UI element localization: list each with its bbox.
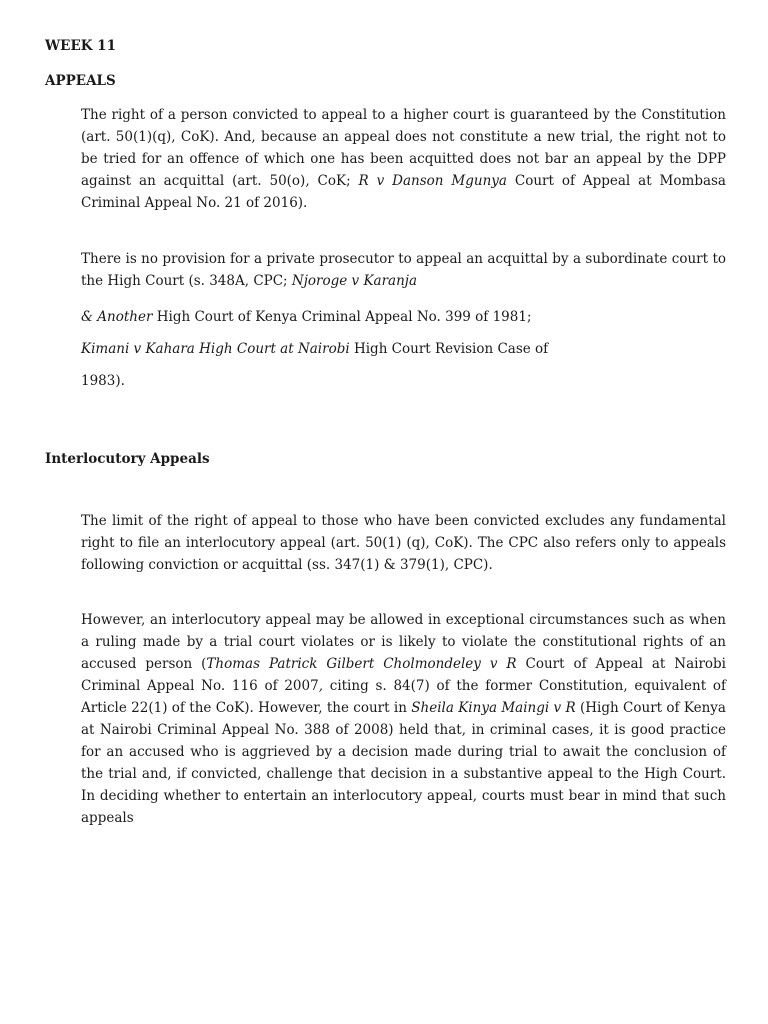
paragraph-line [81, 306, 532, 328]
paragraph-text: (High Court of Kenya at Nairobi Criminal Appeal No. 388 of 2008) held that, in criminal cases, it is good practice for an accused who is aggrieved by a decision made during trial to await the conclusion of the trial and, if convicted, challenge that decision in a substantive appeal to the High Court. In deciding whether to entertain an interlocutory appeal, courts must bear in mind that such appeals [81, 700, 726, 826]
paragraph-interlocutory-exception [81, 609, 726, 829]
paragraph-text: Court of Appeal at Nairobi Criminal Appeal No. 116 of 2007 [81, 656, 726, 694]
case-citation: Sheila Kinya Maingi v R [411, 700, 576, 716]
paragraph-text: The right of a person convicted to appeal to a higher court is guaranteed by the Constitution (art. 50(1)(q), CoK). And, because an appeal does not constitute a new trial, the right not to be tried for an offence of which one has been acquitted does not bar an appeal by the DPP against an acquittal (art. 50(o), CoK; [81, 107, 726, 189]
case-citation: & Another [81, 309, 153, 325]
paragraph-line: 1983). [81, 373, 125, 389]
paragraph-private-prosecutor [81, 248, 726, 292]
case-citation: R v Danson Mgunya [358, 173, 507, 189]
paragraph-text: High Court of Kenya Criminal Appeal No. 399 of 1981; [152, 309, 532, 325]
punctuation: , [318, 678, 323, 694]
week-label: WEEK 11 [45, 38, 116, 54]
case-citation: Thomas Patrick Gilbert Cholmondeley v R [206, 656, 517, 672]
subsection-title: Interlocutory Appeals [45, 451, 210, 467]
paragraph-limit-of-appeal: The limit of the right of appeal to those who have been convicted excludes any fundamental right to file an interlocutory appeal (art. 50(1) (q), CoK). The CPC also refers only to appeals following conviction or acquittal (ss. 347(1) & 379(1), CPC). [81, 513, 726, 573]
paragraph-text: citing s. 84(7) of the former Constitution, equivalent of Article 22(1) of the CoK). However, the court in [81, 678, 726, 716]
paragraph-text: There is no provision for a private prosecutor to appeal an acquittal by a subordinate court to the High Court (s. 348A, CPC; [81, 251, 726, 289]
case-citation: Kimani v Kahara High Court at Nairobi [81, 341, 350, 357]
paragraph-right-to-appeal [81, 104, 726, 214]
paragraph-line [81, 338, 548, 360]
paragraph-text: High Court Revision Case of [349, 341, 549, 357]
case-citation: Njoroge v Karanja [291, 273, 418, 289]
paragraph-text: Court of Appeal at Mombasa Criminal Appeal No. 21 of 2016). [81, 173, 726, 211]
section-title: APPEALS [45, 73, 116, 89]
paragraph-text: However, an interlocutory appeal may be allowed in exceptional circumstances such as when a ruling made by a trial court violates or is likely to violate the constitutional rights of an accused person ( [81, 612, 726, 672]
